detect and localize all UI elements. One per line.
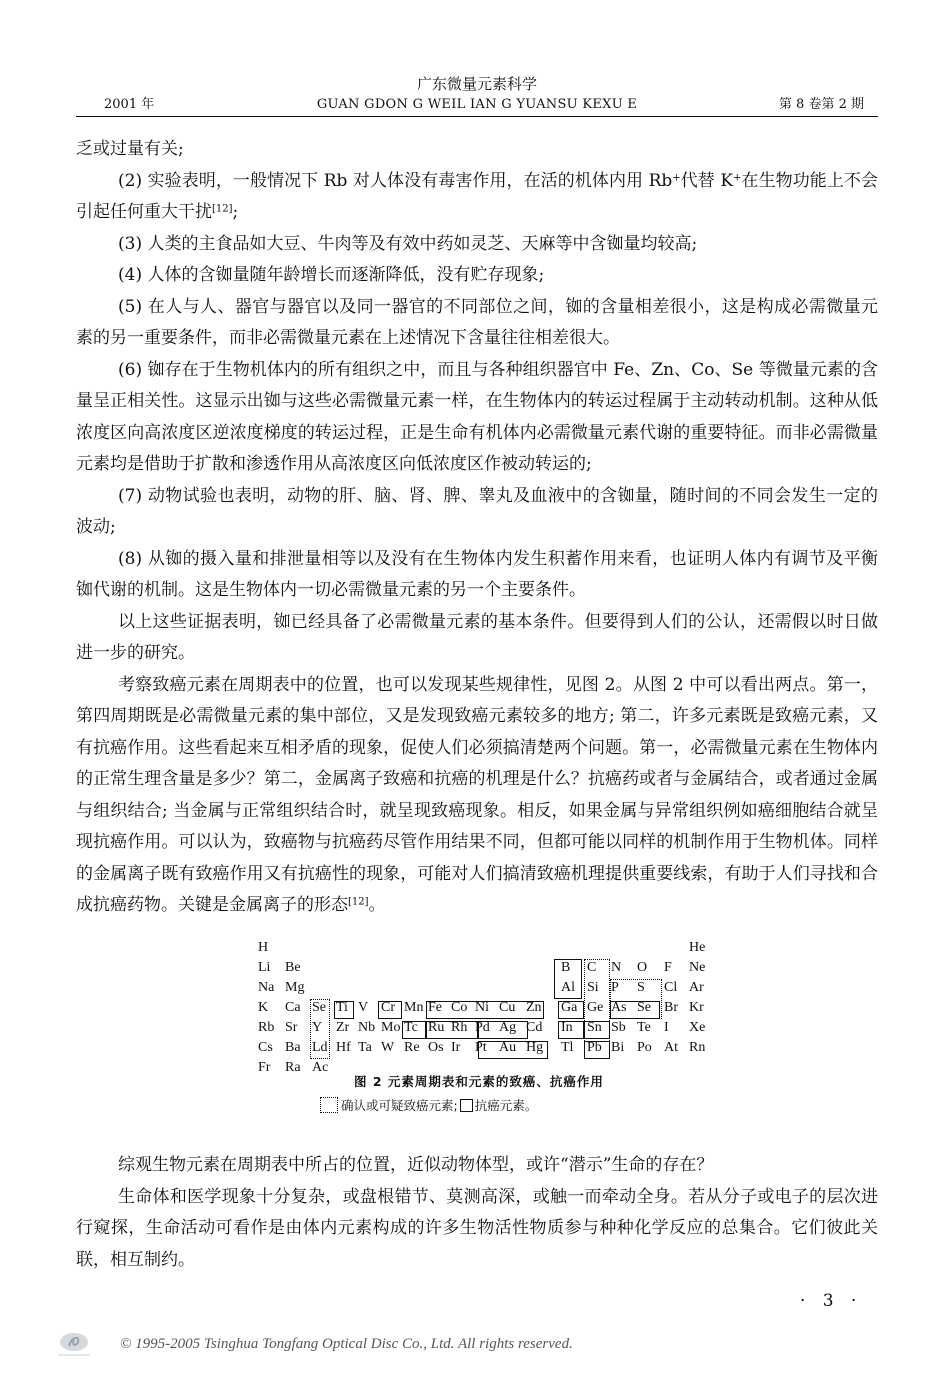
anticancer-box: [478, 1041, 548, 1059]
element-symbol: V: [358, 1000, 369, 1015]
anticancer-box: [426, 1001, 544, 1019]
anticancer-box: [584, 1041, 610, 1059]
element-symbol: Se: [637, 1000, 651, 1015]
paragraph: 乏或过量有关;: [76, 139, 184, 159]
element-symbol: Mo: [381, 1020, 401, 1035]
periodic-table-figure: [254, 938, 724, 1118]
element-symbol: Rh: [451, 1020, 468, 1035]
dotted-box-icon: [320, 1097, 338, 1113]
element-symbol: Pb: [587, 1040, 602, 1055]
element-symbol: Ge: [587, 1000, 604, 1015]
carcinogen-box: [610, 979, 662, 1019]
element-symbol: Cs: [258, 1040, 273, 1055]
element-symbol: Pd: [475, 1020, 490, 1035]
header-row: [76, 94, 878, 116]
element-symbol: Tc: [404, 1020, 418, 1035]
cnki-logo-icon: [54, 1330, 94, 1358]
element-symbol: Be: [285, 960, 301, 975]
element-symbol: Ga: [561, 1000, 578, 1015]
element-symbol: Kr: [689, 1000, 704, 1015]
element-symbol: F: [664, 960, 672, 975]
anticancer-box: [554, 959, 582, 999]
paragraph: (5) 在人与人、器官与器官以及同一器官的不同部位之间，铷的含量相差很小，这是构成必需微量元素的另一重要条件，而非必需微量元素在上述情况下含量往往相差很大。: [76, 296, 878, 348]
element-symbol: Si: [587, 980, 599, 995]
element-symbol: Fr: [258, 1060, 271, 1075]
element-symbol: Rn: [689, 1040, 706, 1055]
citation: [12]: [212, 203, 233, 215]
element-symbol: Tl: [561, 1040, 574, 1055]
paragraph: (2) 实验表明，一般情况下 Rb 对人体没有毒害作用，在活的机体内用 Rb+代替 K+在生物功能上不会引起任何重大干扰[12];: [76, 170, 879, 222]
element-symbol: I: [664, 1020, 669, 1035]
element-symbol: Ag: [499, 1020, 517, 1035]
anticancer-box: [426, 1021, 478, 1039]
element-symbol: Ti: [336, 1000, 348, 1015]
element-symbol: Zn: [526, 1000, 542, 1015]
element-symbol: S: [637, 980, 645, 995]
solid-box-icon: [460, 1099, 473, 1112]
element-symbol: N: [611, 960, 622, 975]
element-symbol: Ne: [689, 960, 706, 975]
paragraph: 以上这些证据表明，铷已经具备了必需微量元素的基本条件。但要得到人们的公认，还需假以时日做进一步的研究。: [76, 611, 878, 663]
page-header: [76, 74, 878, 116]
element-symbol: Os: [428, 1040, 444, 1055]
element-symbol: Co: [451, 1000, 468, 1015]
citation: [12]: [348, 896, 369, 908]
element-symbol: Zr: [336, 1020, 350, 1035]
anticancer-box: [584, 1021, 610, 1039]
paragraph: (6) 铷存在于生物机体内的所有组织之中，而且与各种组织器官中 Fe、Zn、Co、Se 等微量元素的含量呈正相关性。这显示出铷与这些必需微量元素一样，在生物体内的转运过程属于主动转动机制。这种从低浓度区向高浓度区逆浓度梯度的转运过程，正是生命有机体内必需微量元素代谢的重要特征。而非必需微量元素均是借助于扩散和渗透作用从高浓度区向低浓度区作被动转运的;: [76, 359, 878, 474]
header-year: 2001 年: [104, 97, 155, 112]
page-number: · 3 ·: [800, 1291, 863, 1311]
element-symbol: K: [258, 1000, 269, 1015]
main-text: [76, 134, 878, 922]
element-symbol: Na: [258, 980, 275, 995]
paragraph: (4) 人体的含铷量随年龄增长而逐渐降低，没有贮存现象;: [118, 265, 545, 285]
element-symbol: H: [258, 940, 269, 955]
element-symbol: C: [587, 960, 597, 975]
element-symbol: Ld: [312, 1040, 328, 1055]
header-rule: [76, 116, 878, 117]
paragraph: 综观生物元素在周期表中所占的位置，近似动物体型，或许“潜示”生命的存在？: [118, 1155, 714, 1175]
element-symbol: Sr: [285, 1020, 298, 1035]
element-symbol: Re: [404, 1040, 420, 1055]
element-symbol: Li: [258, 960, 271, 975]
element-symbol: P: [611, 980, 619, 995]
element-symbol: Xe: [689, 1020, 706, 1035]
legend-anticancer: 抗癌元素。: [474, 1098, 538, 1113]
legend-carcinogen: 确认或可疑致癌元素;: [341, 1098, 458, 1113]
anticancer-box: [558, 1021, 584, 1039]
paragraph: 生命体和医学现象十分复杂，或盘根错节、莫测高深，或触一而牵动全身。若从分子或电子的层次进行窥探，生命活动可看作是由体内元素构成的许多生物活性物质参与种种化学反应的总集合。它们彼此关联，相互制约。: [76, 1186, 878, 1270]
paragraph: (3) 人类的主食品如大豆、牛肉等及有效中药如灵芝、天麻等中含铷量均较高;: [118, 233, 698, 254]
element-symbol: Ir: [451, 1040, 461, 1055]
element-symbol: Ni: [475, 1000, 489, 1015]
element-symbol: Ac: [312, 1060, 329, 1075]
paragraph: 考察致癌元素在周期表中的位置，也可以发现某些规律性，见图 2。从图 2 中可以看出两点。第一，第四周期既是必需微量元素的集中部位，又是发现致癌元素较多的地方; 第二，许多元素既是致癌元素，又有抗癌作用。这些看起来互相矛盾的现象，促使人们必须搞清楚两个问题。第一，必需微量元素在生物体内的正常生理含量是多少？第二，金属离子致癌和抗癌的机理是什么？抗癌药或者与金属结合，或者通过金属与组织结合; 当金属与正常组织结合时，就呈现致癌现象。相反，如果金属与异常组织例如癌细胞结合就呈现抗癌作用。可以认为，致癌物与抗癌药尽管作用结果不同，但都可能以同样的机制作用于生物机体。同样的金属离子既有致癌作用又有抗癌性的现象，可能对人们搞清致癌机理提供重要线索，有助于人们寻找和合成抗癌药物。关键是金属离子的形态[12]。: [76, 674, 878, 915]
element-symbol: Sb: [611, 1020, 626, 1035]
element-symbol: Mn: [404, 1000, 424, 1015]
journal-title-en: GUAN GDON G WEIL IAN G YUANSU KEXU E: [316, 97, 638, 112]
element-symbol: Cd: [526, 1020, 543, 1035]
element-symbol: Ar: [689, 980, 704, 995]
element-symbol: O: [637, 960, 648, 975]
element-symbol: Ba: [285, 1040, 301, 1055]
element-symbol: Ta: [358, 1040, 372, 1055]
element-symbol: Al: [561, 980, 575, 995]
element-symbol: He: [689, 940, 706, 955]
paragraph: (8) 从铷的摄入量和排泄量相等以及没有在生物体内发生积蓄作用来看，也证明人体内有调节及平衡铷代谢的机制。这是生物体内一切必需微量元素的另一个主要条件。: [76, 548, 878, 600]
anticancer-box: [334, 1001, 354, 1019]
paragraph: (7) 动物试验也表明，动物的肝、脑、肾、脾、睾丸及血液中的含铷量，随时间的不同会发生一定的波动;: [76, 485, 878, 537]
element-symbol: Te: [637, 1020, 651, 1035]
header-volume: 第 8 卷第 2 期: [778, 97, 864, 112]
element-symbol: Au: [499, 1040, 517, 1055]
element-symbol: Po: [637, 1040, 652, 1055]
copyright-footer: © 1995-2005 Tsinghua Tongfang Optical Disc Co., Ltd. All rights reserved.: [120, 1336, 573, 1352]
element-symbol: B: [561, 960, 571, 975]
element-symbol: Ru: [428, 1020, 445, 1035]
element-symbol: As: [611, 1000, 627, 1015]
figure-caption: 图 2 元素周期表和元素的致癌、抗癌作用: [354, 1074, 604, 1089]
element-symbol: Cu: [499, 1000, 516, 1015]
anticancer-box: [402, 1021, 426, 1039]
element-symbol: Nb: [358, 1020, 376, 1035]
element-symbol: Hf: [336, 1040, 351, 1055]
element-symbol: Pt: [475, 1040, 487, 1055]
element-symbol: Se: [312, 1000, 326, 1015]
element-symbol: Bi: [611, 1040, 625, 1055]
anticancer-box: [378, 1001, 402, 1019]
main-text-continued: [76, 1150, 878, 1276]
element-symbol: At: [664, 1040, 678, 1055]
carcinogen-box: [310, 999, 330, 1059]
element-symbol: In: [561, 1020, 573, 1035]
element-symbol: Cl: [664, 980, 678, 995]
element-symbol: Ra: [285, 1060, 301, 1075]
figure-legend: [320, 1096, 537, 1114]
element-symbol: Y: [312, 1020, 323, 1035]
element-symbol: Sn: [587, 1020, 602, 1035]
element-symbol: Br: [664, 1000, 678, 1015]
element-symbol: Rb: [258, 1020, 275, 1035]
element-symbol: Cr: [381, 1000, 395, 1015]
journal-title-cn: 广东微量元素科学: [416, 75, 537, 93]
anticancer-box: [558, 1001, 584, 1019]
element-symbol: Ca: [285, 1000, 301, 1015]
element-symbol: Mg: [285, 980, 305, 995]
element-symbol: Hg: [526, 1040, 544, 1055]
element-symbol: W: [381, 1040, 395, 1055]
anticancer-box: [478, 1021, 528, 1039]
element-symbol: Fe: [428, 1000, 442, 1015]
